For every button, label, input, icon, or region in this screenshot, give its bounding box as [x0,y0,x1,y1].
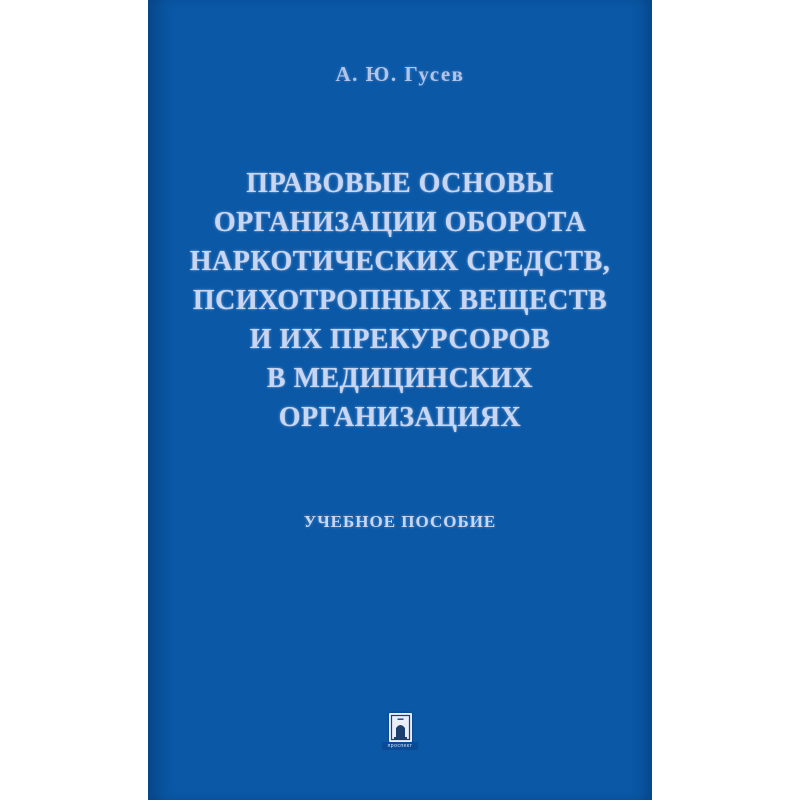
title-line: В МЕДИЦИНСКИХ [266,363,534,394]
author-name: А. Ю. Гусев [335,62,465,86]
title-line: ПРАВОВЫЕ ОСНОВЫ [246,168,554,199]
book-cover [148,0,652,800]
title-line: И ИХ ПРЕКУРСОРОВ [249,324,551,355]
publisher-logo [380,713,420,750]
title-line: НАРКОТИЧЕСКИХ СРЕДСТВ, [189,246,611,277]
publisher-emblem-icon [389,713,412,742]
title-line: ПСИХОТРОПНЫХ ВЕЩЕСТВ [192,285,608,316]
title-line: ОРГАНИЗАЦИЯХ [278,402,522,433]
book-title [148,164,652,437]
edition-type-label: УЧЕБНОЕ ПОСОБИЕ [303,512,497,531]
title-line: ОРГАНИЗАЦИИ ОБОРОТА [213,207,587,238]
publisher-name-bar: проспект [382,742,418,750]
